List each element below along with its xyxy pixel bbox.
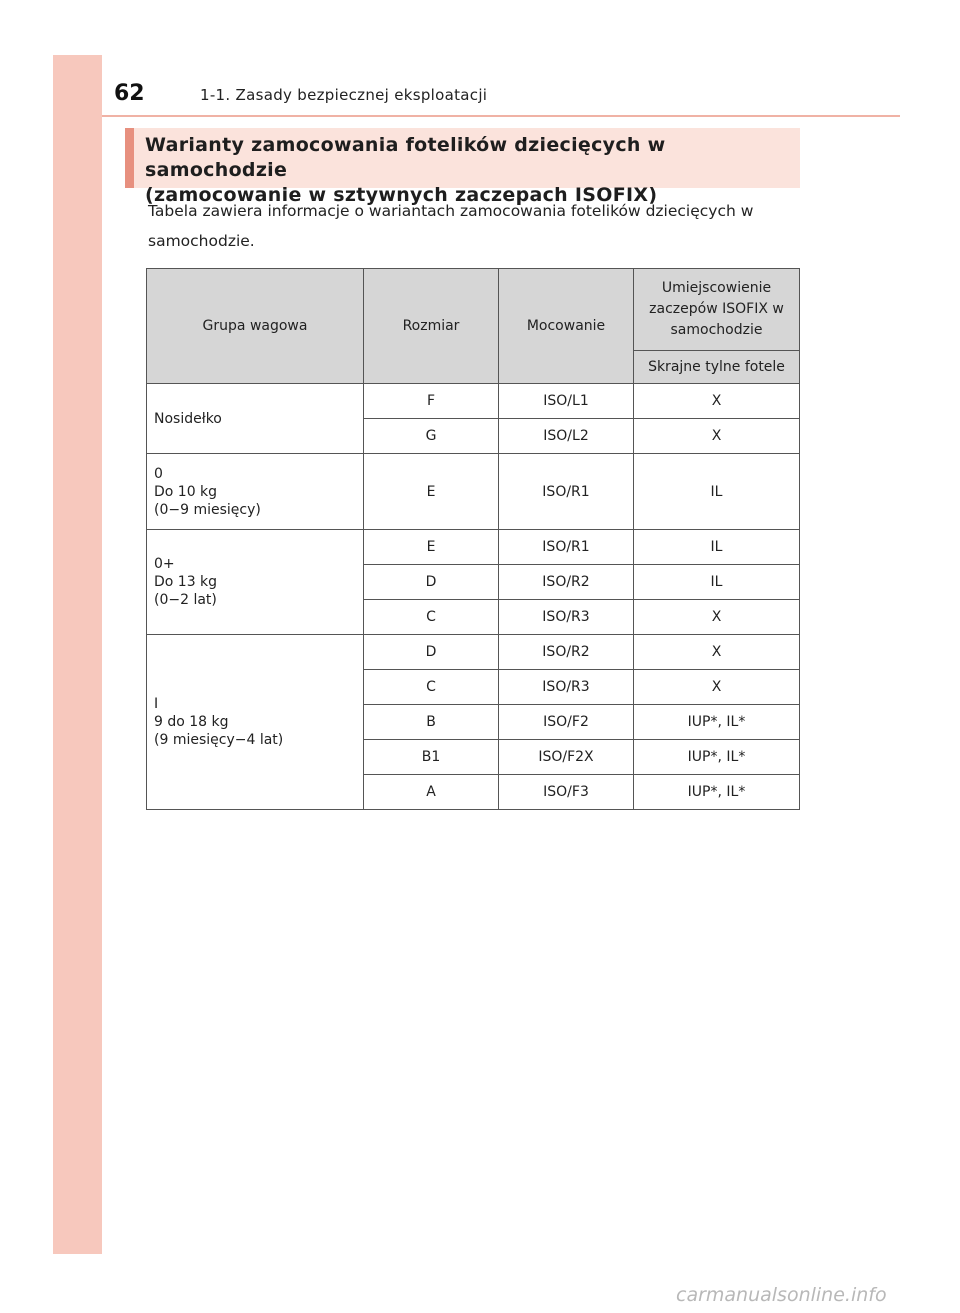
size-cell: C bbox=[364, 670, 499, 705]
group-label: I 9 do 18 kg (9 miesięcy−4 lat) bbox=[147, 635, 364, 810]
header-size: Rozmiar bbox=[364, 269, 499, 384]
group-label: Nosidełko bbox=[147, 384, 364, 454]
table-row bbox=[147, 635, 800, 670]
size-cell: G bbox=[364, 419, 499, 454]
size-cell: C bbox=[364, 600, 499, 635]
size-cell: F bbox=[364, 384, 499, 419]
value-cell: IUP*, IL* bbox=[634, 775, 800, 810]
mount-cell: ISO/L1 bbox=[499, 384, 634, 419]
section-title-line-1: Warianty zamocowania fotelików dziecięcych w samochodzie bbox=[145, 134, 666, 181]
mount-cell: ISO/L2 bbox=[499, 419, 634, 454]
mount-cell: ISO/R2 bbox=[499, 565, 634, 600]
size-cell: B1 bbox=[364, 740, 499, 775]
table-row bbox=[147, 454, 800, 530]
size-cell: D bbox=[364, 635, 499, 670]
table-row bbox=[147, 384, 800, 419]
value-cell: IL bbox=[634, 530, 800, 565]
value-cell: X bbox=[634, 384, 800, 419]
mount-cell: ISO/F3 bbox=[499, 775, 634, 810]
value-cell: X bbox=[634, 635, 800, 670]
value-cell: IL bbox=[634, 565, 800, 600]
size-cell: E bbox=[364, 530, 499, 565]
group-label: 0 Do 10 kg (0−9 miesięcy) bbox=[147, 454, 364, 530]
isofix-table bbox=[146, 268, 800, 810]
header-group: Grupa wagowa bbox=[147, 269, 364, 384]
header-mount: Mocowanie bbox=[499, 269, 634, 384]
table-header-row bbox=[147, 269, 800, 351]
mount-cell: ISO/F2X bbox=[499, 740, 634, 775]
value-cell: X bbox=[634, 600, 800, 635]
value-cell: IUP*, IL* bbox=[634, 705, 800, 740]
page-header bbox=[102, 55, 900, 117]
page-number: 62 bbox=[114, 81, 145, 106]
value-cell: IUP*, IL* bbox=[634, 740, 800, 775]
group-label: 0+ Do 13 kg (0−2 lat) bbox=[147, 530, 364, 635]
mount-cell: ISO/R1 bbox=[499, 454, 634, 530]
size-cell: E bbox=[364, 454, 499, 530]
table-row bbox=[147, 530, 800, 565]
section-title-line-2: (zamocowanie w sztywnych zaczepach ISOFIX) bbox=[145, 184, 658, 206]
watermark: carmanualsonline.info bbox=[676, 1284, 887, 1306]
value-cell: IL bbox=[634, 454, 800, 530]
mount-cell: ISO/F2 bbox=[499, 705, 634, 740]
mount-cell: ISO/R3 bbox=[499, 670, 634, 705]
size-cell: A bbox=[364, 775, 499, 810]
section-title-box bbox=[125, 128, 800, 206]
value-cell: X bbox=[634, 670, 800, 705]
intro-paragraph: Tabela zawiera informacje o wariantach zamocowania fotelików dziecięcych w samochodzie. bbox=[148, 202, 754, 250]
value-cell: X bbox=[634, 419, 800, 454]
mount-cell: ISO/R3 bbox=[499, 600, 634, 635]
mount-cell: ISO/R1 bbox=[499, 530, 634, 565]
title-accent-bar bbox=[125, 128, 134, 188]
header-position: Skrajne tylne fotele bbox=[634, 351, 800, 384]
header-location: Umiejscowienie zaczepów ISOFIX w samochodzie bbox=[634, 269, 800, 351]
size-cell: D bbox=[364, 565, 499, 600]
page-sidebar-tab bbox=[53, 55, 102, 1254]
size-cell: B bbox=[364, 705, 499, 740]
mount-cell: ISO/R2 bbox=[499, 635, 634, 670]
section-label: 1-1. Zasady bezpiecznej eksploatacji bbox=[200, 86, 488, 104]
